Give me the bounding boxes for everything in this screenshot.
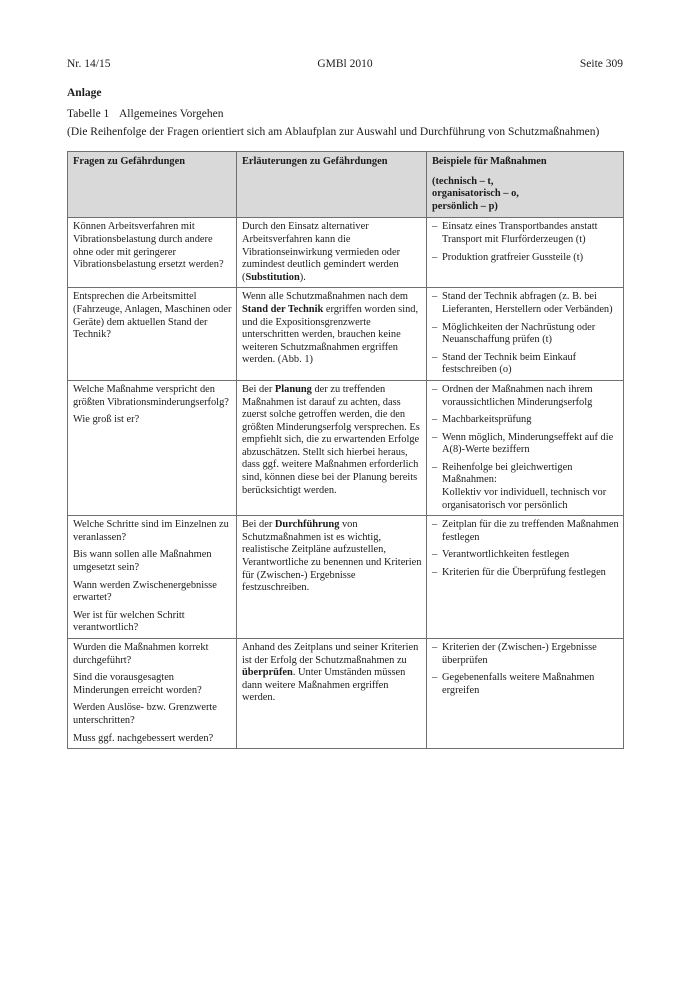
example-item: – Machbarkeitsprüfung [432, 414, 532, 426]
publication-name: GMBl 2010 [317, 58, 373, 70]
questions-cell [68, 380, 237, 515]
question-text: Werden Auslöse- bzw. Grenzwerte unterschritten? [73, 702, 217, 726]
questions-cell [68, 639, 237, 749]
header-examples-title: Beispiele für Maßnahmen [432, 156, 547, 167]
example-item: – Wenn möglich, Minderungseffekt auf die A(8)-Werte beziffern [432, 431, 614, 456]
table-row [68, 516, 624, 639]
example-item: – Kriterien der (Zwischen-) Ergebnisse überprüfen [432, 642, 597, 666]
header-explanations: Erläuterungen zu Gefährdungen [237, 152, 427, 218]
question-text: Welche Schritte sind im Einzelnen zu veranlassen? [73, 519, 229, 543]
section-title: Anlage [67, 87, 102, 99]
question-text: Können Arbeitsverfahren mit Vibrationsbelastung durch andere ohne oder mit geringerer Vibrationsbelastung ersetzt werden? [73, 221, 224, 271]
questions-cell [68, 288, 237, 381]
header-examples-legend [432, 176, 619, 214]
question-text: Wie groß ist er? [73, 414, 140, 426]
example-item: – Gegebenenfalls weitere Maßnahmen ergreifen [432, 672, 595, 696]
table-header-row [68, 152, 624, 218]
examples-cell [427, 218, 624, 288]
example-item: – Einsatz eines Transportbandes anstatt Transport mit Flurförderzeugen (t) [432, 221, 598, 245]
example-item: – Produktion gratfreier Gussteile (t) [432, 251, 584, 263]
explanation-cell: Durch den Einsatz alternativer Arbeitsverfahren kann die Vibrationseinwirkung vermieden oder zumindest deutlich gemindert werden (Substitution). [237, 218, 427, 288]
explanation-cell: Anhand des Zeitplans und seiner Kriterien ist der Erfolg der Schutzmaßnahmen zu überprüfen. Unter Umständen müssen dann weitere Maßnahmen ergriffen werden. [237, 639, 427, 749]
example-item: – Kriterien für die Überprüfung festlegen [432, 567, 606, 579]
issue-number: Nr. 14/15 [67, 58, 111, 70]
explanation-cell: Wenn alle Schutzmaßnahmen nach dem Stand der Technik ergriffen worden sind, und die Expositionsgrenzwerte unterschritten werden, brauchen keine weiteren Schutzmaßnahmen ergriffen werden. (Abb. 1) [237, 288, 427, 381]
question-text: Wer ist für welchen Schritt verantwortlich? [73, 609, 185, 634]
table-number: Tabelle 1 [67, 108, 110, 120]
questions-cell [68, 516, 237, 639]
example-detail: Kollektiv vor individuell, technisch vor organisatorisch vor persönlich [442, 487, 607, 511]
question-text: Wann werden Zwischenergebnisse erwartet? [73, 579, 217, 604]
keyword: überprüfen [242, 667, 293, 679]
table-title: Allgemeines Vorgehen [119, 108, 224, 120]
keyword: Planung [274, 383, 312, 395]
question-text: Wurden die Maßnahmen korrekt durchgeführt? [73, 642, 209, 666]
running-header [67, 58, 623, 74]
measures-table [67, 151, 624, 749]
table-row [68, 380, 624, 515]
examples-cell [427, 639, 624, 749]
keyword: Stand der Technik [242, 303, 324, 315]
questions-cell [68, 218, 237, 288]
table-row [68, 639, 624, 749]
examples-cell [427, 516, 624, 639]
example-item: – Möglichkeiten der Nachrüstung oder Neuanschaffung prüfen (t) [432, 321, 596, 346]
table-row [68, 218, 624, 288]
question-text: Welche Maßnahme verspricht den größten Vibrationsminderungserfolg? [73, 383, 229, 408]
example-item: – Stand der Technik abfragen (z. B. bei Lieferanten, Herstellern oder Verbänden) [432, 291, 613, 315]
example-item: – Zeitplan für die zu treffenden Maßnahmen festlegen [432, 519, 619, 543]
keyword: Substitution [245, 271, 300, 283]
legend-technical: (technisch – t, [432, 175, 494, 187]
table-caption [67, 108, 223, 120]
header-questions: Fragen zu Gefährdungen [68, 152, 237, 218]
question-text: Bis wann sollen alle Maßnahmen umgesetzt sein? [73, 549, 212, 574]
legend-personal: persönlich – p) [432, 200, 498, 212]
table-note: (Die Reihenfolge der Fragen orientiert sich am Ablaufplan zur Auswahl und Durchführung von Schutzmaßnahmen) [67, 126, 600, 138]
explanation-cell: Bei der Planung der zu treffenden Maßnahmen ist darauf zu achten, dass zuerst solche getroffen werden, die den größten Minderungserfolg versprechen. Es empfiehlt sich, die zu erwartenden Erfolge abzuschätzen. Stellt sich hierbei heraus, dass ggf. weitere Maßnahmen erforderlich sind, können diese bei der Planung bereits berücksichtigt werden. [237, 380, 427, 515]
question-text: Sind die vorausgesagten Minderungen erreicht worden? [73, 672, 202, 696]
explanation-cell: Bei der Durchführung von Schutzmaßnahmen ist es wichtig, realistische Zeitpläne aufzustellen, Verantwortliche zu benennen und Kriterien für (Zwischen-) Ergebnisse festzuschreiben. [237, 516, 427, 639]
example-item: – Verantwortlichkeiten festlegen [432, 549, 570, 561]
header-examples [427, 152, 624, 218]
table-row [68, 288, 624, 381]
examples-cell [427, 380, 624, 515]
keyword: Durchführung [274, 519, 340, 531]
question-text: Entsprechen die Arbeitsmittel (Fahrzeuge, Anlagen, Maschinen oder Geräte) dem aktuellen Stand der Technik? [73, 291, 232, 341]
page-number: Seite 309 [579, 58, 623, 70]
examples-cell [427, 288, 624, 381]
example-item: – Reihenfolge bei gleichwertigen Maßnahmen: Kollektiv vor individuell, technisch vor organisatorisch vor persönlich [432, 462, 619, 512]
legend-organisational: organisatorisch – o, [432, 188, 519, 200]
example-item: – Stand der Technik beim Einkauf festschreiben (o) [432, 351, 577, 376]
question-text: Muss ggf. nachgebessert werden? [73, 732, 214, 744]
example-item: – Ordnen der Maßnahmen nach ihrem voraussichtlichen Minderungserfolg [432, 383, 593, 408]
